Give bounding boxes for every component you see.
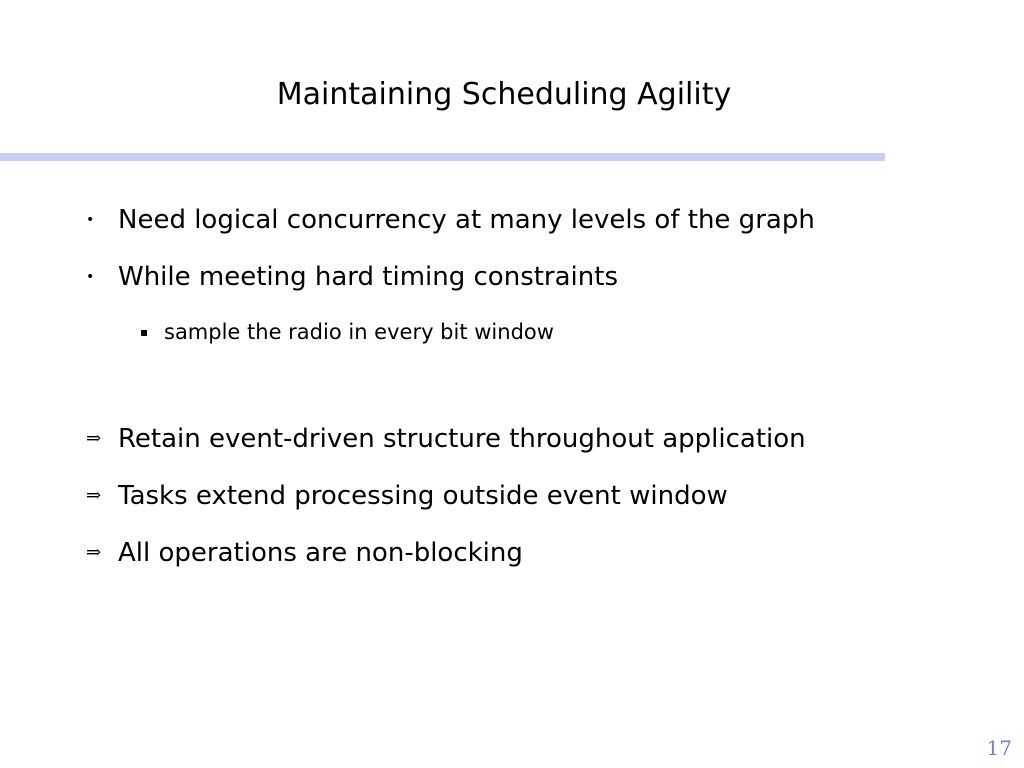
implication-item (86, 535, 523, 571)
implication-text: All operations are non-blocking (118, 538, 523, 568)
implies-arrow-icon: ⇒ (86, 542, 102, 563)
bullet-text: While meeting hard timing constraints (118, 262, 618, 292)
implies-arrow-icon: ⇒ (86, 485, 102, 506)
slide-title: Maintaining Scheduling Agility (276, 77, 732, 112)
bullet-dot-icon: • (86, 212, 95, 228)
bullet-square-icon: ▪ (140, 325, 149, 339)
implication-text: Retain event-driven structure throughout application (118, 424, 806, 454)
bullet-dot-icon: • (86, 269, 95, 285)
page-number: 17 (986, 736, 1012, 760)
implication-text: Tasks extend processing outside event window (118, 481, 728, 511)
bullet-item (86, 202, 815, 238)
implication-item (86, 421, 806, 457)
implies-arrow-icon: ⇒ (86, 428, 102, 449)
sub-bullet-text: sample the radio in every bit window (164, 320, 554, 344)
title-underline (0, 153, 885, 161)
implication-item (86, 478, 728, 514)
sub-bullet-item (140, 317, 554, 347)
bullet-text: Need logical concurrency at many levels of the graph (118, 205, 815, 235)
bullet-item (86, 259, 618, 295)
